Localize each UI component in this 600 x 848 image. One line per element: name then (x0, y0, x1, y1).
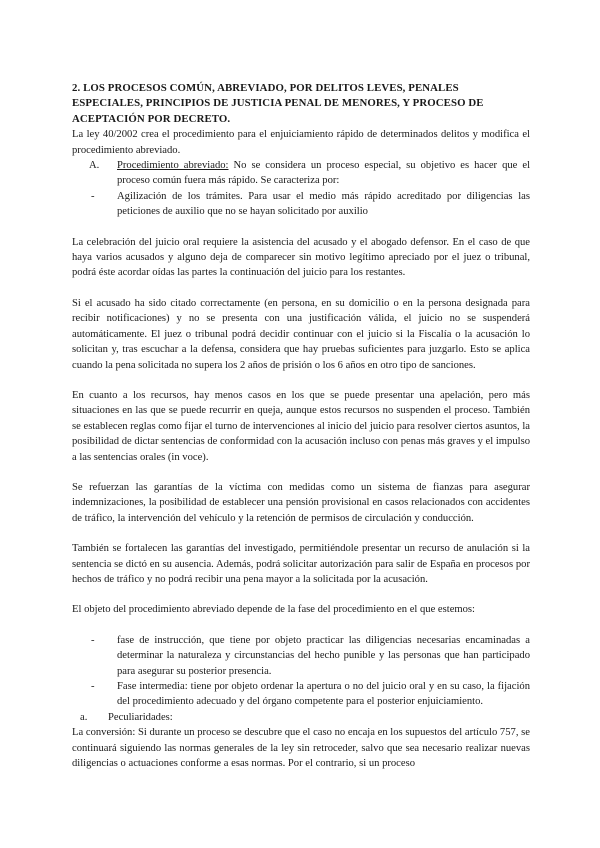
intro-paragraph: La ley 40/2002 crea el procedimiento para el enjuiciamiento rápido de determinados delitos y modifica el procedimiento abreviado. (72, 129, 530, 156)
dash-marker: - (91, 190, 95, 202)
paragraph-juicio-oral: La celebración del juicio oral requiere la asistencia del acusado y el abogado defensor. En el caso de que haya varios acusados y alguno deja de comparecer sin motivo legítimo apreciado por el juez o tribunal, podrá éste acordar oídas las partes la continuación del juicio para los restantes. (72, 236, 530, 279)
list-item-fase-instruccion (72, 633, 530, 679)
list-item-text: Agilización de los trámites. Para usar el medio más rápido acreditado por diligencias las peticiones de auxilio que no se hayan solicitado por auxilio (117, 190, 530, 218)
list-item-text: No se considera un proceso especial, su objetivo es hacer que el proceso común fuera más rápido. Se caracteriza por: (117, 160, 531, 187)
paragraph-objeto: El objeto del procedimiento abreviado depende de la fase del procedimiento en el que estemos: (72, 604, 476, 616)
list-marker: a. (80, 711, 88, 723)
paragraph-acusado-citado: Si el acusado ha sido citado correctamente (en persona, en su domicilio o en la persona designada para recibir notificaciones) y no se presenta con una justificación válida, el juicio no se suspenderá automáticamente. El juez o tribunal podrá decidir continuar con el juicio si la Fiscalía o la acusación lo solicitan y, tras escuchar a la defensa, considera que hay pruebas suficientes para juzgarlo. Esto se aplica cuando la pena solicitada no supera los 2 años de prisión o los 6 años en otro tipo de sanciones. (72, 297, 530, 371)
list-marker: A. (89, 160, 100, 172)
section-heading: 2. LOS PROCESOS COMÚN, ABREVIADO, POR DELITOS LEVES, PENALES ESPECIALES, PRINCIPIOS DE JUSTICIA PENAL DE MENORES, Y PROCESO DE ACEPTACIÓN POR DECRETO. (72, 82, 484, 125)
list-item-fase-intermedia (72, 679, 530, 710)
list-item-agilizacion (72, 189, 530, 220)
list-item-procedimiento-abreviado (72, 158, 530, 189)
list-item-text: Peculiaridades: (108, 711, 173, 723)
document-body (72, 81, 530, 771)
list-item-text: fase de instrucción, que tiene por objeto practicar las diligencias necesarias encaminadas a determinar la naturaleza y circunstancias del hecho punible y las personas que han participado para asegurar su posterior presencia. (117, 634, 530, 677)
list-item-title: Procedimiento abreviado: (117, 160, 229, 172)
paragraph-recursos: En cuanto a los recursos, hay menos casos en los que se puede presentar una apelación, pero más situaciones en las que se puede recurrir en queja, aunque estos recursos no suspenden el proceso. También se establecen reglas como fijar el turno de intervenciones al inicio del juicio para resolver ciertos asuntos, la posibilidad de dictar sentencias de conformidad con la acusación incluso con penas más graves y el impulso a las sentencias orales (in voce). (72, 389, 530, 463)
paragraph-garantias-investigado: También se fortalecen las garantías del investigado, permitiéndole presentar un recurso de anulación si la sentencia se dictó en su ausencia. Además, podrá solicitar autorización para salir de España en procesos por hechos de tráfico y no podrá recibir una pena mayor a la solicitada por la acusación. (72, 543, 530, 585)
list-item-peculiaridades (72, 710, 530, 725)
paragraph-conversion: La conversión: Si durante un proceso se descubre que el caso no encaja en los supuestos del artículo 757, se continuará siguiendo las normas generales de la ley sin retroceder, salvo que sea necesario realizar nuevas diligencias o actuaciones conforme a esas normas. Por el contrario, si un proceso (72, 727, 530, 770)
dash-marker: - (91, 681, 95, 692)
paragraph-garantias-victima: Se refuerzan las garantías de la víctima con medidas como un sistema de fianzas para asegurar indemnizaciones, la posibilidad de establecer una pensión provisional en casos relacionados con accidentes de tráfico, la intervención del vehículo y la retención de permisos de circulación y conducción. (72, 481, 530, 524)
list-item-text: Fase intermedia: tiene por objeto ordenar la apertura o no del juicio oral y en su caso, la fijación del procedimiento adecuado y del órgano competente para el posterior enjuiciamiento. (117, 681, 530, 708)
dash-marker: - (91, 634, 95, 646)
